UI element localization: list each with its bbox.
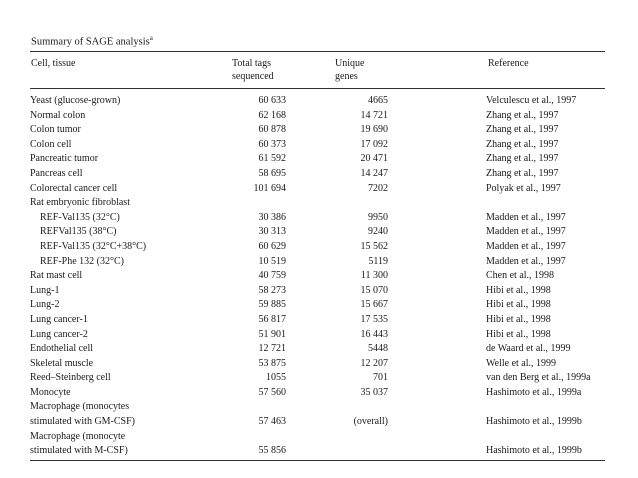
reference: Madden et al., 1997 (486, 255, 566, 267)
reference: Zhang et al., 1997 (486, 109, 559, 121)
reference: Madden et al., 1997 (486, 240, 566, 252)
unique-genes: 9240 (368, 226, 388, 238)
table-row (0, 139, 638, 154)
cell-tissue: Macrophage (monocyte (30, 430, 126, 442)
header-cell-label: Cell, tissue (31, 58, 76, 69)
table-row (0, 372, 638, 387)
total-tags: 12 721 (258, 343, 286, 355)
table-row (0, 256, 638, 271)
table-row (0, 183, 638, 198)
header-tags-line1: Total tags (232, 58, 272, 69)
total-tags: 60 878 (258, 124, 286, 136)
unique-genes: 14 721 (360, 109, 388, 121)
unique-genes: 5448 (368, 343, 388, 355)
header-total-tags (232, 58, 274, 83)
total-tags: 60 633 (258, 95, 286, 106)
title-text: Summary of SAGE analysis (31, 36, 150, 48)
cell-tissue: Reed–Steinberg cell (30, 372, 111, 384)
table-row (0, 401, 638, 416)
header-genes-line2: genes (335, 70, 358, 82)
total-tags: 61 592 (258, 153, 286, 165)
total-tags: 1055 (266, 372, 286, 384)
table-row (0, 329, 638, 344)
cell-tissue: REF-Val135 (32°C) (40, 211, 120, 223)
unique-genes: 17 535 (360, 313, 388, 325)
table-row (0, 110, 638, 125)
unique-genes: 7202 (368, 182, 388, 194)
bottom-rule (30, 460, 605, 461)
cell-tissue: REF-Phe 132 (32°C) (40, 255, 124, 267)
header-ref-label: Reference (488, 58, 529, 69)
reference: Hibi et al., 1998 (486, 313, 551, 325)
reference: Zhang et al., 1997 (486, 167, 559, 179)
table-row (0, 226, 638, 241)
table-row (0, 285, 638, 300)
reference: Hibi et al., 1998 (486, 284, 551, 296)
cell-tissue: Rat embryonic fibroblast (30, 197, 130, 209)
total-tags: 40 759 (258, 270, 286, 282)
total-tags: 30 386 (258, 211, 286, 223)
table-row (0, 387, 638, 402)
total-tags: 53 875 (258, 357, 286, 369)
reference: de Waard et al., 1999 (486, 343, 571, 355)
table-title (31, 34, 153, 48)
table-row (0, 241, 638, 256)
unique-genes: 14 247 (360, 167, 388, 179)
total-tags: 30 313 (258, 226, 286, 238)
cell-tissue: stimulated with GM-CSF) (30, 416, 136, 428)
total-tags: 10 519 (258, 255, 286, 267)
unique-genes: 12 207 (360, 357, 388, 369)
table-row (0, 358, 638, 373)
total-tags: 57 560 (258, 386, 286, 398)
unique-genes: 19 690 (360, 124, 388, 136)
reference: Hashimoto et al., 1999a (486, 386, 582, 398)
reference: Hibi et al., 1998 (486, 328, 551, 340)
reference: Hibi et al., 1998 (486, 299, 551, 311)
cell-tissue: Rat mast cell (30, 270, 83, 282)
unique-genes: 17 092 (360, 138, 388, 150)
unique-genes: 16 443 (360, 328, 388, 340)
table-row (0, 343, 638, 358)
table-row (0, 314, 638, 329)
unique-genes: 701 (373, 372, 388, 384)
top-rule (30, 51, 605, 52)
unique-genes: 15 070 (360, 284, 388, 296)
table-row (0, 197, 638, 212)
header-tags-line2: sequenced (232, 70, 274, 82)
cell-tissue: Yeast (glucose-grown) (30, 95, 121, 106)
cell-tissue: Pancreatic tumor (30, 153, 99, 165)
table-body (0, 95, 638, 460)
unique-genes: (overall) (353, 416, 388, 428)
cell-tissue: Lung-2 (30, 299, 60, 311)
cell-tissue: Monocyte (30, 386, 71, 398)
cell-tissue: Endothelial cell (30, 343, 94, 355)
reference: Chen et al., 1998 (486, 270, 555, 282)
reference: Zhang et al., 1997 (486, 153, 559, 165)
reference: Madden et al., 1997 (486, 211, 566, 223)
reference: Zhang et al., 1997 (486, 138, 559, 150)
cell-tissue: Normal colon (30, 109, 86, 121)
unique-genes: 35 037 (360, 386, 388, 398)
total-tags: 57 463 (258, 416, 286, 428)
header-unique-genes (335, 58, 364, 83)
cell-tissue: Lung cancer-2 (30, 328, 88, 340)
cell-tissue: Skeletal muscle (30, 357, 94, 369)
cell-tissue: Colon cell (30, 138, 72, 150)
reference: Zhang et al., 1997 (486, 124, 559, 136)
reference: Polyak et al., 1997 (486, 182, 561, 194)
reference: Velculescu et al., 1997 (486, 95, 577, 106)
total-tags: 58 695 (258, 167, 286, 179)
cell-tissue: stimulated with M-CSF) (30, 445, 128, 457)
title-footnote-mark: a (149, 34, 153, 42)
total-tags: 101 694 (253, 182, 286, 194)
total-tags: 60 373 (258, 138, 286, 150)
table-row (0, 445, 638, 460)
table-row (0, 95, 638, 110)
table-row (0, 124, 638, 139)
total-tags: 51 901 (258, 328, 286, 340)
cell-tissue: Colorectal cancer cell (30, 182, 118, 194)
reference: van den Berg et al., 1999a (486, 372, 591, 384)
header-rule (30, 88, 605, 89)
table-row (0, 299, 638, 314)
reference: Hashimoto et al., 1999b (486, 445, 582, 457)
unique-genes: 11 300 (360, 270, 388, 282)
cell-tissue: Lung-1 (30, 284, 60, 296)
unique-genes: 4665 (368, 95, 388, 106)
total-tags: 60 629 (258, 240, 286, 252)
total-tags: 56 817 (258, 313, 286, 325)
reference: Hashimoto et al., 1999b (486, 416, 582, 428)
total-tags: 55 856 (258, 445, 286, 457)
unique-genes: 9950 (368, 211, 388, 223)
cell-tissue: Pancreas cell (30, 167, 83, 179)
unique-genes: 5119 (368, 255, 388, 267)
table-row (0, 168, 638, 183)
cell-tissue: REF-Val135 (32°C+38°C) (40, 240, 147, 252)
cell-tissue: REFVal135 (38°C) (40, 226, 117, 238)
table-row (0, 270, 638, 285)
unique-genes: 20 471 (360, 153, 388, 165)
table-row (0, 431, 638, 446)
reference: Welle et al., 1999 (486, 357, 557, 369)
total-tags: 58 273 (258, 284, 286, 296)
total-tags: 59 885 (258, 299, 286, 311)
table-row (0, 153, 638, 168)
header-genes-line1: Unique (335, 58, 365, 69)
cell-tissue: Macrophage (monocytes (30, 401, 130, 413)
total-tags: 62 168 (258, 109, 286, 121)
table-row (0, 416, 638, 431)
table-row (0, 212, 638, 227)
unique-genes: 15 667 (360, 299, 388, 311)
unique-genes: 15 562 (360, 240, 388, 252)
reference: Madden et al., 1997 (486, 226, 566, 238)
header-reference (488, 58, 529, 71)
header-cell-tissue (31, 58, 75, 71)
cell-tissue: Colon tumor (30, 124, 81, 136)
cell-tissue: Lung cancer-1 (30, 313, 88, 325)
